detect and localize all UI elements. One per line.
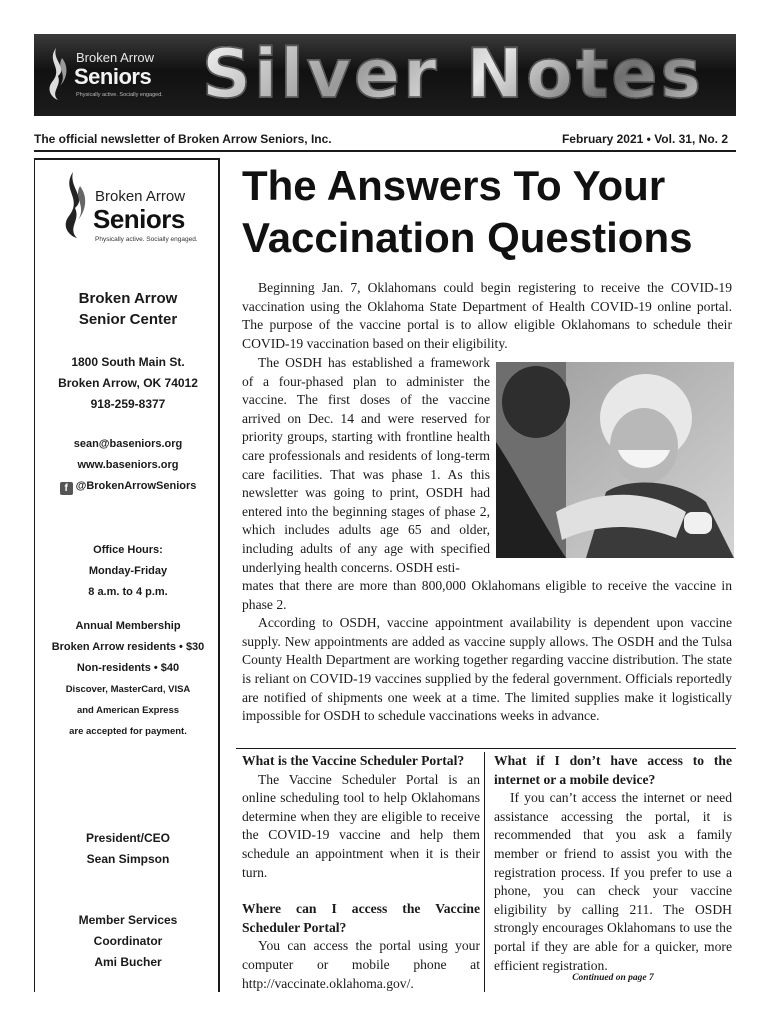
article-paragraph-3: According to OSDH, vaccine appointment availability is dependent upon vaccine supply. New appointments are added as vaccine supply allows. The OSDH and the Tulsa County Health Department are working together regarding vaccine distribution. The state is reliant on COVID-19 vaccines supplied by the federal government. Officials reportedly are notified of shipments one week at a time. The limited supplies make it logistically impossible for OSDH to schedule vaccinations weeks in advance. (242, 615, 732, 724)
answer-3: If you can’t access the internet or need assistance accessing the portal, it is recommended that you ask a family member or friend to assist you with the registration process. If you prefer to use a phone, you can check your vaccine eligibility by calling 211. The OSDH strongly encourages Oklahomans to use the portal if they are able for a quicker, more efficient registration. (494, 790, 732, 973)
payment-line3: are accepted for payment. (69, 726, 187, 737)
sidebar (34, 158, 220, 992)
membership-label: Annual Membership (75, 620, 181, 632)
payment-line1: Discover, MasterCard, VISA (65, 684, 191, 695)
sidebar-logo-tagline: Physically active. Socially engaged. (95, 236, 198, 243)
website-link[interactable]: www.baseniors.org (77, 459, 179, 471)
member-services-title2: Coordinator (93, 934, 163, 948)
president-title: President/CEO (85, 831, 171, 845)
email-link[interactable]: sean@baseniors.org (73, 438, 183, 450)
question-1: What is the Vaccine Scheduler Portal? (242, 753, 465, 768)
membership-residents: Broken Arrow residents • $30 (51, 641, 205, 653)
issue-date: February 2021 • Vol. 31, No. 2 (561, 132, 728, 146)
vaccination-photo-illustration (496, 362, 734, 558)
masthead-logo-line1: Broken Arrow (76, 50, 155, 65)
flame-logo-icon (42, 46, 70, 102)
newsletter-tagline: The official newsletter of Broken Arrow Seniors, Inc. (34, 132, 332, 146)
qa-column-left (242, 752, 480, 993)
question-2: Where can I access the Vaccine Scheduler Portal? (242, 901, 480, 935)
masthead-logo-tagline: Physically active. Socially engaged. (76, 92, 163, 98)
member-services-name: Ami Bucher (94, 955, 162, 969)
phone-number: 918-259-8377 (90, 397, 166, 411)
article-headline: The Answers To Your Vaccination Questions (242, 162, 693, 261)
contact-block (35, 352, 221, 415)
question-3: What if I don’t have access to the internet or a mobile device? (494, 753, 732, 787)
facebook-link[interactable] (35, 476, 221, 497)
flame-logo-icon (57, 170, 89, 240)
qa-column-right (494, 752, 732, 975)
president-block (35, 828, 221, 870)
office-hours-days: Monday-Friday (88, 565, 168, 577)
office-hours-time: 8 a.m. to 4 p.m. (88, 586, 168, 598)
sidebar-logo (57, 168, 207, 248)
center-name (35, 288, 221, 330)
facebook-handle: @BrokenArrowSeniors (75, 480, 197, 492)
online-block (35, 434, 221, 497)
membership-nonresidents: Non-residents • $40 (76, 662, 180, 674)
continued-note: Continued on page 7 (572, 973, 654, 983)
newsletter-title: Silver Notes (202, 36, 736, 114)
answer-2: You can access the portal using your computer or mobile phone at http://vaccinate.oklahoma.gov/. (242, 938, 480, 991)
payment-line2: and American Express (76, 705, 180, 716)
article-paragraph-2-continued (242, 577, 732, 726)
center-name-line1: Broken Arrow (78, 290, 178, 307)
member-services-block (35, 910, 221, 973)
membership-block (35, 616, 221, 742)
qa-divider (236, 748, 736, 749)
answer-1: The Vaccine Scheduler Portal is an online scheduling tool to help Oklahomans determine when they are eligible to receive the COVID-19 vaccine and help them schedule an appointment when it is their turn. (242, 771, 480, 880)
sub-banner (34, 132, 736, 150)
column-divider (484, 752, 485, 992)
sidebar-logo-line1: Broken Arrow (95, 188, 186, 205)
masthead-logo (40, 44, 190, 106)
president-name: Sean Simpson (86, 852, 170, 866)
address-line1: 1800 South Main St. (71, 355, 185, 369)
article-paragraph-2: The OSDH has established a framework of a four-phased plan to administer the vaccine. The first doses of the vaccine arrived on Dec. 14 and were reserved for priority groups, starting with frontline health care professionals and residents of long-term care facilities. That was phase 1. As this newsletter was going to print, OSDH had entered into the beginning stages of phase 2, which includes adults age 65 and older, including adults of any age with specified underlying health concerns. OSDH esti- (242, 355, 490, 575)
member-services-title1: Member Services (78, 913, 178, 927)
office-hours (35, 540, 221, 603)
article-paragraph-2-rest: mates that there are more than 800,000 Oklahomans eligible to receive the vaccine in phase 2. (242, 578, 732, 612)
header-divider (34, 150, 736, 152)
facebook-icon: f (60, 482, 73, 495)
vaccination-photo (496, 362, 734, 558)
office-hours-label: Office Hours: (93, 544, 163, 556)
address-line2: Broken Arrow, OK 74012 (58, 376, 198, 390)
article-paragraph-1: Beginning Jan. 7, Oklahomans could begin registering to receive the COVID-19 vaccination using the Oklahoma State Department of Health COVID-19 online portal. The purpose of the vaccine portal is to allow eligible Oklahomans to schedule their COVID-19 vaccination based on their eligibility. (242, 280, 732, 351)
masthead-logo-line2: Seniors (74, 64, 152, 89)
center-name-line2: Senior Center (78, 311, 178, 328)
masthead (34, 34, 736, 116)
sidebar-logo-line2: Seniors (93, 204, 185, 234)
